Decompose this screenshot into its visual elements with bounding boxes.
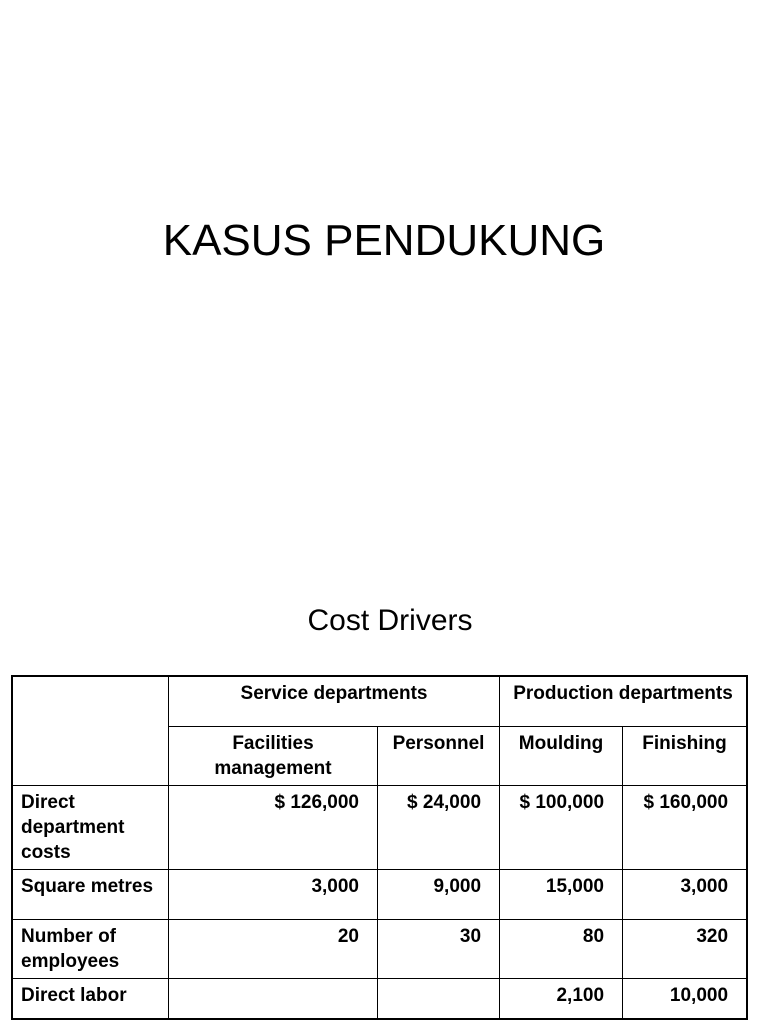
- table-cell: 20: [169, 920, 378, 979]
- table-cell: $ 126,000: [169, 786, 378, 870]
- table-cell: $ 100,000: [500, 786, 623, 870]
- cost-drivers-table: [12, 676, 747, 1019]
- table-cell: 2,100: [500, 979, 623, 1019]
- group-header-service: Service departments: [169, 677, 500, 727]
- column-header-finishing: Finishing: [623, 727, 747, 786]
- table-cell: 9,000: [378, 870, 500, 920]
- table-group-header-row: [13, 677, 747, 727]
- row-label: Direct department costs: [13, 786, 169, 870]
- column-header-facilities: Facilities management: [169, 727, 378, 786]
- table-cell: 3,000: [169, 870, 378, 920]
- row-label: Number of employees: [13, 920, 169, 979]
- table-cell: 15,000: [500, 870, 623, 920]
- row-label: Direct labor: [13, 979, 169, 1019]
- table-row: [13, 979, 747, 1019]
- table-cell: 10,000: [623, 979, 747, 1019]
- table-cell: 320: [623, 920, 747, 979]
- slide-title: KASUS PENDUKUNG: [162, 216, 606, 265]
- table-cell: [169, 979, 378, 1019]
- table-cell: [378, 979, 500, 1019]
- table-cell: 30: [378, 920, 500, 979]
- table-cell: 80: [500, 920, 623, 979]
- table-corner-cell: [13, 677, 169, 786]
- table-row: [13, 786, 747, 870]
- table-cell: $ 160,000: [623, 786, 747, 870]
- table-row: [13, 920, 747, 979]
- group-header-production: Production departments: [500, 677, 747, 727]
- table-cell: 3,000: [623, 870, 747, 920]
- row-label: Square metres: [13, 870, 169, 920]
- column-header-personnel: Personnel: [378, 727, 500, 786]
- table-row: [13, 870, 747, 920]
- section-title: Cost Drivers: [307, 604, 473, 637]
- table-cell: $ 24,000: [378, 786, 500, 870]
- column-header-moulding: Moulding: [500, 727, 623, 786]
